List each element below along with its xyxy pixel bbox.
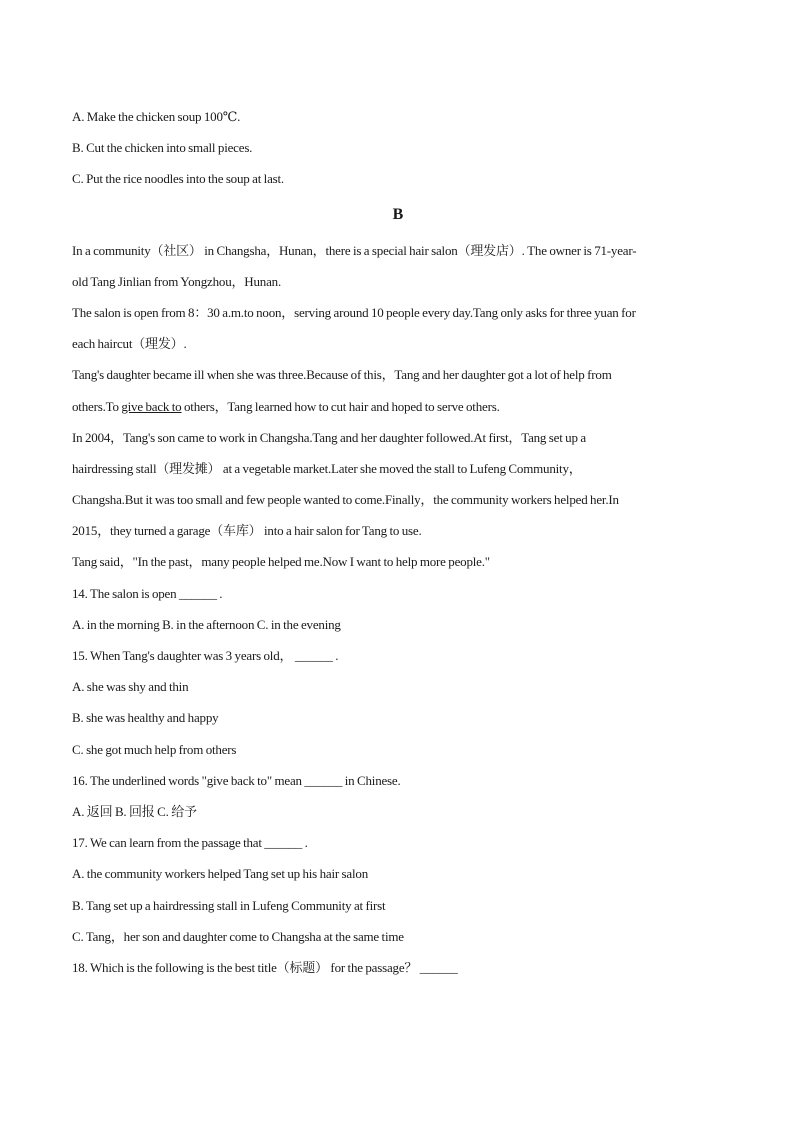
passage-line-2: old Tang Jinlian from Yongzhou，Hunan. (72, 273, 281, 289)
prev-option-b: B. Cut the chicken into small pieces. (72, 140, 253, 156)
question-15-option-c: C. she got much help from others (72, 741, 237, 757)
prev-option-a: A. Make the chicken soup 100℃. (72, 109, 241, 124)
question-14-options: A. in the morning B. in the afternoon C. in the evening (72, 616, 341, 632)
question-17-option-a: A. the community workers helped Tang set up his hair salon (72, 866, 368, 882)
question-17: 17. We can learn from the passage that ______ . (72, 835, 308, 851)
passage-line-5: Tang's daughter became ill when she was three.Because of this，Tang and her daughter got a lot of help from (72, 367, 612, 383)
passage-line-3: The salon is open from 8：30 a.m.to noon，serving around 10 people every day.Tang only asks for three yuan for (72, 304, 636, 320)
question-15: 15. When Tang's daughter was 3 years old， ______ . (72, 648, 339, 663)
prev-option-c: C. Put the rice noodles into the soup at last. (72, 171, 284, 187)
question-14: 14. The salon is open ______ . (72, 585, 223, 601)
passage-line-6-post: others，Tang learned how to cut hair and hoped to serve others. (181, 398, 500, 414)
question-17-option-c: C. Tang，her son and daughter come to Changsha at the same time (72, 928, 404, 944)
passage-line-1: In a community（社区） in Changsha，Hunan，there is a special hair salon（理发店）. The owner is 71-year- (72, 242, 637, 258)
question-18: 18. Which is the following is the best title（标题） for the passage？ ______ (72, 959, 458, 975)
question-16: 16. The underlined words "give back to" mean ______ in Chinese. (72, 772, 401, 788)
passage-line-11: Tang said，"In the past，many people helped me.Now I want to help more people." (72, 554, 490, 570)
passage-line-8: hairdressing stall（理发摊） at a vegetable market.Later she moved the stall to Lufeng Community， (72, 460, 582, 476)
passage-line-10: 2015，they turned a garage（车库） into a hair salon for Tang to use. (72, 523, 422, 539)
underlined-phrase: give back to (121, 398, 182, 414)
passage-line-9: Changsha.But it was too small and few people wanted to come.Finally，the community workers helped her.In (72, 492, 619, 508)
question-17-option-b: B. Tang set up a hairdressing stall in Lufeng Community at first (72, 897, 386, 913)
passage-line-7: In 2004，Tang's son came to work in Changsha.Tang and her daughter followed.At first，Tang set up a (72, 429, 586, 445)
passage-line-6-pre: others.To (72, 398, 122, 414)
passage-line-4: each haircut（理发）. (72, 336, 187, 352)
question-15-option-b: B. she was healthy and happy (72, 710, 219, 726)
section-heading: B (392, 205, 404, 223)
question-15-option-a: A. she was shy and thin (72, 679, 189, 695)
question-16-options: A. 返回 B. 回报 C. 给予 (72, 803, 197, 819)
passage-line-6 (72, 391, 724, 422)
